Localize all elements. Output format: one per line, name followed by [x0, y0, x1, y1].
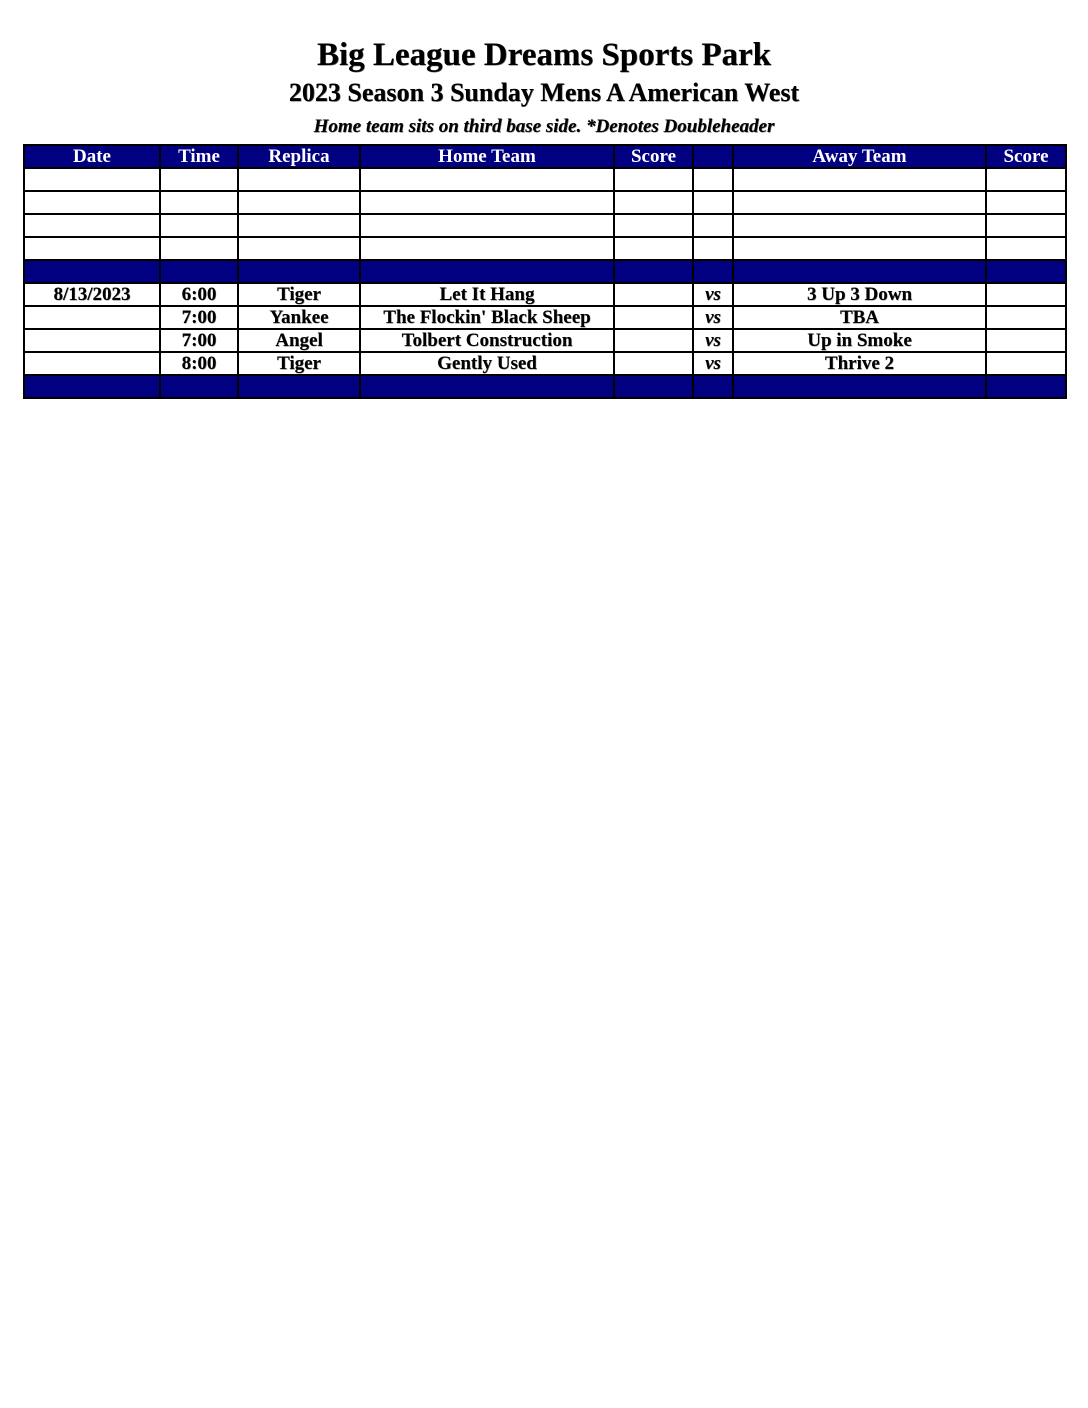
game-replica: Yankee: [238, 306, 360, 329]
league-subtitle: 2023 Season 3 Sunday Mens A American West: [288, 78, 800, 107]
home-team: Gently Used: [360, 352, 614, 375]
column-header-home-score: Score: [614, 145, 693, 168]
versus-label: vs: [693, 306, 733, 329]
away-team: Thrive 2: [733, 352, 986, 375]
column-header-away-score: Score: [986, 145, 1066, 168]
away-team: Up in Smoke: [733, 329, 986, 352]
away-team: 3 Up 3 Down: [733, 283, 986, 306]
game-time: 8:00: [160, 352, 238, 375]
game-time: 7:00: [160, 306, 238, 329]
home-score: [614, 352, 693, 375]
game-replica: Tiger: [238, 283, 360, 306]
game-replica: Angel: [238, 329, 360, 352]
versus-label: vs: [693, 352, 733, 375]
game-row: [24, 329, 1066, 352]
empty-row: [24, 214, 1066, 237]
separator-band: [24, 260, 1066, 283]
empty-row: [24, 237, 1066, 260]
game-replica: Tiger: [238, 352, 360, 375]
column-header-row: [24, 145, 1066, 168]
separator-band: [24, 375, 1066, 398]
page-title: Big League Dreams Sports Park: [316, 37, 772, 73]
game-time: 6:00: [160, 283, 238, 306]
away-score: [986, 352, 1066, 375]
empty-row: [24, 168, 1066, 191]
column-header-replica: Replica: [238, 145, 360, 168]
column-header-away-team: Away Team: [733, 145, 986, 168]
seating-note: Home team sits on third base side. *Denotes Doubleheader: [313, 116, 775, 137]
game-date: [24, 329, 160, 352]
away-score: [986, 329, 1066, 352]
game-row: [24, 306, 1066, 329]
home-team: Let It Hang: [360, 283, 614, 306]
column-header-time: Time: [160, 145, 238, 168]
game-date: [24, 352, 160, 375]
empty-row: [24, 191, 1066, 214]
game-row: [24, 352, 1066, 375]
versus-label: vs: [693, 283, 733, 306]
game-date: 8/13/2023: [24, 283, 160, 306]
column-header-vs: [693, 145, 733, 168]
game-row: [24, 283, 1066, 306]
home-team: Tolbert Construction: [360, 329, 614, 352]
away-score: [986, 306, 1066, 329]
home-score: [614, 306, 693, 329]
versus-label: vs: [693, 329, 733, 352]
game-time: 7:00: [160, 329, 238, 352]
home-score: [614, 329, 693, 352]
away-team: TBA: [733, 306, 986, 329]
schedule-table: [23, 144, 1067, 399]
column-header-home-team: Home Team: [360, 145, 614, 168]
home-score: [614, 283, 693, 306]
away-score: [986, 283, 1066, 306]
column-header-date: Date: [24, 145, 160, 168]
game-date: [24, 306, 160, 329]
home-team: The Flockin' Black Sheep: [360, 306, 614, 329]
